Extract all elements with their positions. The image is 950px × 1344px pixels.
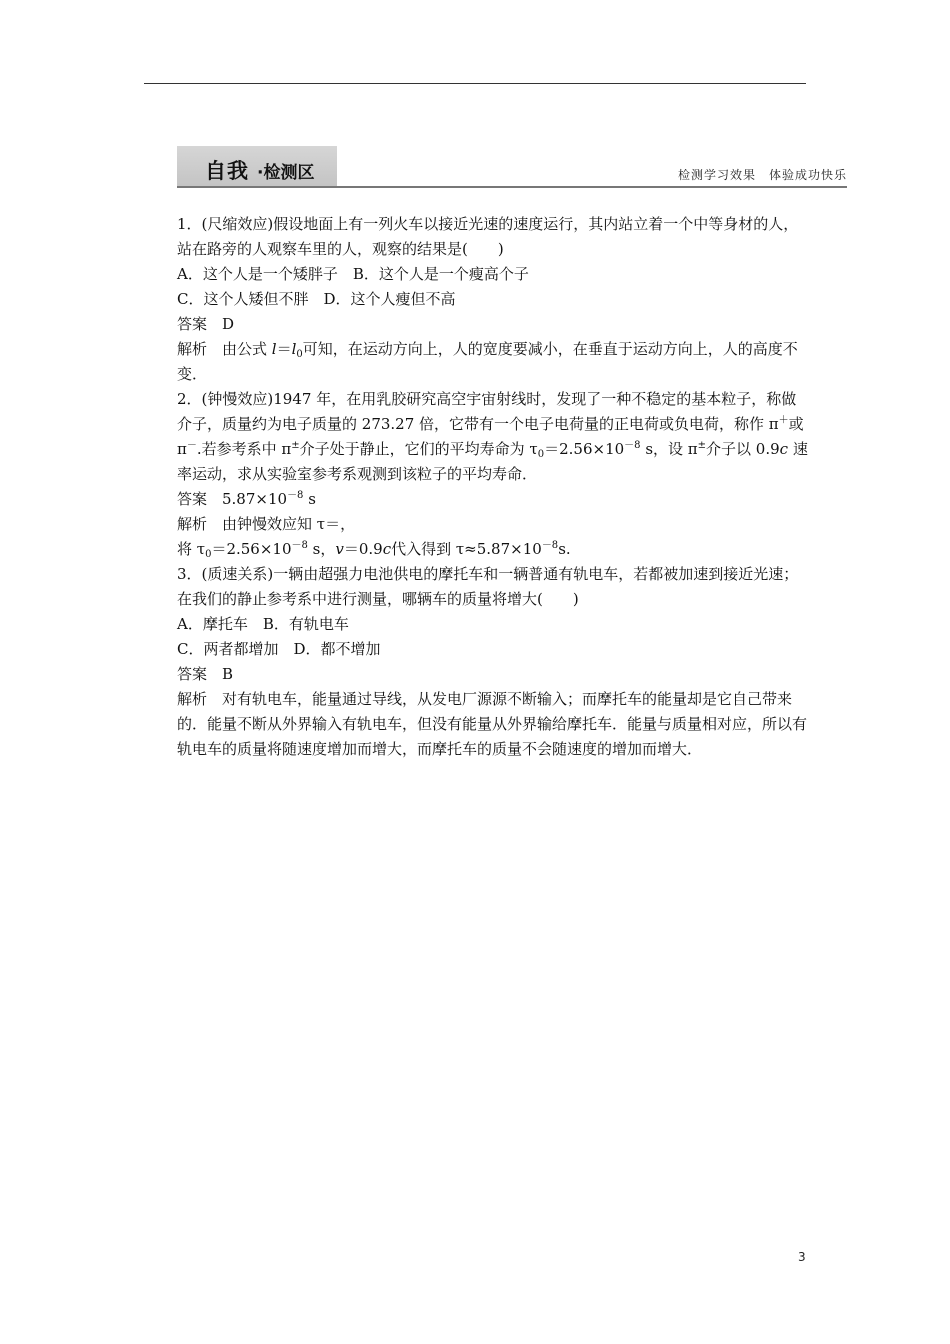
- q2-analysis-2f: s.: [558, 540, 571, 558]
- q3-answer: 答案 B: [177, 665, 234, 683]
- top-rule: [144, 83, 806, 84]
- q2-sup-exp-2: －8: [291, 540, 308, 551]
- q2-stem-6: s，设 π: [640, 440, 698, 458]
- q2-answer-pre: 答案 5.87×10: [177, 490, 288, 508]
- q1-subscript-0: 0: [296, 349, 303, 360]
- q2-answer-post: s: [303, 490, 316, 508]
- section-slogan: 检测学习效果 体验成功快乐: [677, 168, 847, 182]
- section-title-sub: ·检测区: [257, 163, 315, 183]
- q1-symbol-l0: l: [291, 340, 297, 358]
- q2-sup-exp-1: －8: [624, 440, 641, 451]
- q2-sup-plus: ＋: [778, 415, 789, 426]
- q2-analysis-line1: 解析 由钟慢效应知 τ＝，: [177, 515, 356, 533]
- q3-options-ab: A．摩托车 B．有轨电车: [177, 615, 349, 633]
- q1-equals: ＝: [276, 340, 292, 358]
- q2-analysis-2b: ＝2.56×10: [211, 540, 292, 558]
- q1-analysis-post: 可知，在运动方向上，人的宽度要减小，在垂直于运动方向上，人的高度不变．: [177, 340, 798, 383]
- q2-answer-exp: －8: [287, 490, 304, 501]
- q1-options-cd: C．这个人矮但不胖 D．这个人瘦但不高: [177, 290, 456, 308]
- q2-analysis-2e: 代入得到 τ≈5.87×10: [391, 540, 542, 558]
- section-header: [177, 146, 847, 188]
- q2-sup-exp-3: －8: [541, 540, 559, 551]
- q2-stem-2: 或 π: [177, 415, 804, 458]
- q2-stem-1: 2．(钟慢效应)1947 年，在用乳胶研究高空宇宙射线时，发现了一种不稳定的基本粒子，称做介子，质量约为电子质量的 273.27 倍，它带有一个电子电荷量的正电荷或负电荷，称作 π: [177, 390, 797, 433]
- q3-analysis: 解析 对有轨电车，能量通过导线，从发电厂源源不断输入；而摩托车的能量却是它自己带来的．能量不断从外界输入有轨电车，但没有能量从外界输给摩托车．能量与质量相对应，所以有轨电车的质量将随速度增加而增大，而摩托车的质量不会随速度的增加而增大．: [177, 690, 808, 758]
- q2-stem: [177, 387, 809, 487]
- q1-analysis-pre: 解析 由公式: [177, 340, 272, 358]
- q2-analysis-line2: [177, 537, 809, 562]
- q2-symbol-c2: c: [382, 540, 392, 558]
- q2-symbol-v: v: [335, 540, 344, 558]
- q2-analysis-2d: ＝0.9: [343, 540, 383, 558]
- q2-sup-minus: －: [186, 440, 197, 451]
- q1-options-ab: A．这个人是一个矮胖子 B．这个人是一个瘦高个子: [177, 265, 529, 283]
- exercise-content: [177, 212, 809, 762]
- q2-sub-0a: 0: [537, 449, 545, 460]
- q3-stem: 3．(质速关系)一辆由超强力电池供电的摩托车和一辆普通有轨电车，若都被加速到接近光速；在我们的静止参考系中进行测量，哪辆车的质量将增大( ): [177, 565, 799, 608]
- q2-stem-4: 介子处于静止，它们的平均寿命为 τ: [299, 440, 538, 458]
- q1-answer: 答案 D: [177, 315, 235, 333]
- q1-analysis: [177, 337, 809, 387]
- q2-stem-7: 介子以 0.9: [706, 440, 780, 458]
- page-number: 3: [798, 1250, 806, 1264]
- q2-answer: [177, 487, 809, 512]
- q2-sup-pm-2: ±: [697, 440, 707, 451]
- q2-analysis-2a: 将 τ: [177, 540, 206, 558]
- q3-options-cd: C．两者都增加 D．都不增加: [177, 640, 381, 658]
- q2-sub-0b: 0: [205, 549, 212, 560]
- q2-stem-3: .若参考系中 π: [196, 440, 292, 458]
- q1-stem: 1．(尺缩效应)假设地面上有一列火车以接近光速的速度运行，其内站立着一个中等身材的人，站在路旁的人观察车里的人，观察的结果是( ): [177, 215, 799, 258]
- q2-stem-5: ＝2.56×10: [544, 440, 625, 458]
- q2-symbol-c1: c: [779, 440, 789, 458]
- q1-symbol-l: l: [271, 340, 277, 358]
- section-title-main: 自我: [205, 159, 249, 183]
- q2-analysis-2c: s，: [307, 540, 336, 558]
- header-rule: [177, 186, 847, 188]
- q2-sup-pm-1: ±: [291, 440, 300, 451]
- q2-stem-8: 速率运动，求从实验室参考系观测到该粒子的平均寿命．: [177, 440, 808, 483]
